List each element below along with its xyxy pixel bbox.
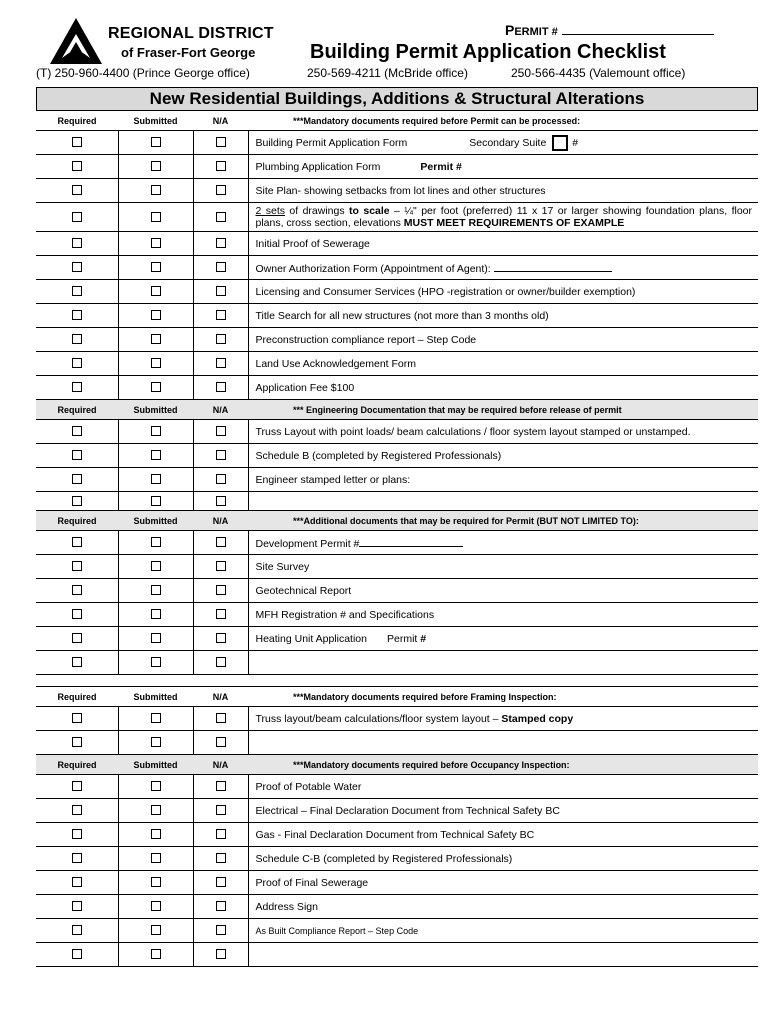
item-label: Geotechnical Report [248, 579, 758, 603]
heating-permit-label: Permit [387, 632, 421, 645]
checklist-row [36, 256, 758, 280]
document-title: Building Permit Application Checklist [310, 41, 666, 63]
item-label: Land Use Acknowledgement Form [248, 352, 758, 376]
na-checkbox[interactable] [216, 949, 226, 959]
required-checkbox[interactable] [72, 925, 82, 935]
col-required: Required [36, 400, 118, 420]
required-checkbox[interactable] [72, 737, 82, 747]
submitted-checkbox[interactable] [151, 925, 161, 935]
drawings-text: of drawings [285, 205, 350, 217]
checklist-row [36, 328, 758, 352]
section-header-framing [36, 687, 758, 707]
submitted-checkbox[interactable] [151, 609, 161, 619]
required-checkbox[interactable] [72, 238, 82, 248]
na-checkbox[interactable] [216, 877, 226, 887]
submitted-checkbox[interactable] [151, 358, 161, 368]
submitted-checkbox[interactable] [151, 185, 161, 195]
permit-number-line [505, 22, 714, 38]
section-note: ***Mandatory documents required before Framing Inspection: [248, 687, 758, 707]
required-checkbox[interactable] [72, 877, 82, 887]
na-checkbox[interactable] [216, 310, 226, 320]
checklist-row [36, 871, 758, 895]
submitted-checkbox[interactable] [151, 334, 161, 344]
submitted-checkbox[interactable] [151, 382, 161, 392]
required-checkbox[interactable] [72, 137, 82, 147]
item-label: Licensing and Consumer Services (HPO -registration or owner/builder exemption) [248, 280, 758, 304]
na-checkbox[interactable] [216, 561, 226, 571]
item-label: Address Sign [248, 895, 758, 919]
checklist-row-blank [36, 731, 758, 755]
col-submitted: Submitted [118, 111, 193, 131]
na-checkbox[interactable] [216, 609, 226, 619]
submitted-checkbox[interactable] [151, 853, 161, 863]
submitted-checkbox[interactable] [151, 949, 161, 959]
checklist-row-blank [36, 943, 758, 967]
required-checkbox[interactable] [72, 949, 82, 959]
col-submitted: Submitted [118, 755, 193, 775]
item-label: Electrical – Final Declaration Document from Technical Safety BC [248, 799, 758, 823]
submitted-checkbox[interactable] [151, 805, 161, 815]
item-description [248, 627, 758, 651]
item-label: Development Permit # [255, 537, 360, 550]
submitted-checkbox[interactable] [151, 713, 161, 723]
na-checkbox[interactable] [216, 737, 226, 747]
item-label: Proof of Potable Water [248, 775, 758, 799]
item-label: Schedule C-B (completed by Registered Professionals) [248, 847, 758, 871]
required-checkbox[interactable] [72, 286, 82, 296]
secondary-suite-label: Secondary Suite [469, 136, 547, 149]
na-checkbox[interactable] [216, 137, 226, 147]
required-checkbox[interactable] [72, 805, 82, 815]
col-submitted: Submitted [118, 400, 193, 420]
submitted-checkbox[interactable] [151, 310, 161, 320]
col-submitted: Submitted [118, 511, 193, 531]
na-checkbox[interactable] [216, 925, 226, 935]
item-description [248, 707, 758, 731]
blank-description[interactable] [248, 492, 758, 511]
na-checkbox[interactable] [216, 853, 226, 863]
checklist-row [36, 280, 758, 304]
checklist-row [36, 707, 758, 731]
checklist-row [36, 203, 758, 232]
item-label: Title Search for all new structures (not more than 3 months old) [248, 304, 758, 328]
drawings-requirement: MUST MEET REQUIREMENTS OF EXAMPLE [403, 217, 625, 229]
section-note: ***Mandatory documents required before Permit can be processed: [248, 111, 758, 131]
na-checkbox[interactable] [216, 450, 226, 460]
na-checkbox[interactable] [216, 262, 226, 272]
item-label: Truss layout/beam calculations/floor system layout – [255, 712, 502, 725]
item-label: Initial Proof of Sewerage [248, 232, 758, 256]
required-checkbox[interactable] [72, 474, 82, 484]
required-checkbox[interactable] [72, 537, 82, 547]
required-checkbox[interactable] [72, 450, 82, 460]
document-header [0, 0, 770, 84]
section-spacer [36, 675, 758, 687]
item-description [248, 203, 758, 232]
phone-valemount: 250-566-4435 (Valemount office) [511, 66, 686, 80]
na-checkbox[interactable] [216, 286, 226, 296]
item-label: Gas - Final Declaration Document from Technical Safety BC [248, 823, 758, 847]
checklist-row [36, 232, 758, 256]
na-checkbox[interactable] [216, 713, 226, 723]
item-label: Engineer stamped letter or plans: [248, 468, 758, 492]
item-label: Schedule B (completed by Registered Professionals) [248, 444, 758, 468]
required-checkbox[interactable] [72, 561, 82, 571]
phone-mcbride: 250-569-4211 (McBride office) [307, 66, 468, 80]
item-label: Truss Layout with point loads/ beam calculations / floor system layout stamped or unstamped. [248, 420, 758, 444]
na-checkbox[interactable] [216, 537, 226, 547]
checklist-row [36, 155, 758, 179]
na-checkbox[interactable] [216, 781, 226, 791]
item-description [248, 155, 758, 179]
na-checkbox[interactable] [216, 496, 226, 506]
checklist-row [36, 468, 758, 492]
required-checkbox[interactable] [72, 426, 82, 436]
checklist-row [36, 555, 758, 579]
drawings-detail: – ¼" per foot (preferred) 11 x 17 or larger showing foundation plans, floor plans, cross section, elevations [255, 205, 753, 229]
secondary-suite-hash: # [572, 136, 579, 149]
required-checkbox[interactable] [72, 853, 82, 863]
submitted-checkbox[interactable] [151, 877, 161, 887]
submitted-checkbox[interactable] [151, 633, 161, 643]
item-label: Building Permit Application Form [255, 136, 408, 149]
item-description [248, 531, 758, 555]
na-checkbox[interactable] [216, 901, 226, 911]
col-required: Required [36, 755, 118, 775]
required-checkbox[interactable] [72, 334, 82, 344]
blank-description[interactable] [248, 943, 758, 967]
submitted-checkbox[interactable] [151, 901, 161, 911]
checklist-row [36, 376, 758, 400]
required-checkbox[interactable] [72, 212, 82, 222]
item-label: Proof of Final Sewerage [248, 871, 758, 895]
required-checkbox[interactable] [72, 358, 82, 368]
checklist-row [36, 420, 758, 444]
item-label: Site Survey [248, 555, 758, 579]
checklist-row [36, 352, 758, 376]
required-checkbox[interactable] [72, 585, 82, 595]
permit-label-first: P [505, 22, 515, 38]
na-checkbox[interactable] [216, 334, 226, 344]
secondary-suite-checkbox[interactable] [552, 135, 568, 151]
submitted-checkbox[interactable] [151, 829, 161, 839]
na-checkbox[interactable] [216, 161, 226, 171]
item-description [248, 131, 758, 155]
section-header-mandatory-permit [36, 111, 758, 131]
required-checkbox[interactable] [72, 781, 82, 791]
drawings-scale: to scale [349, 205, 390, 217]
na-checkbox[interactable] [216, 358, 226, 368]
item-description [248, 256, 758, 280]
submitted-checkbox[interactable] [151, 561, 161, 571]
permit-hash-label: Permit # [420, 160, 462, 173]
checklist-row [36, 579, 758, 603]
item-label: Plumbing Application Form [255, 160, 381, 173]
submitted-checkbox[interactable] [151, 657, 161, 667]
section-note: ***Additional documents that may be required for Permit (BUT NOT LIMITED TO): [248, 511, 758, 531]
submitted-checkbox[interactable] [151, 286, 161, 296]
na-checkbox[interactable] [216, 212, 226, 222]
submitted-checkbox[interactable] [151, 137, 161, 147]
submitted-checkbox[interactable] [151, 161, 161, 171]
item-label: Site Plan- showing setbacks from lot lines and other structures [248, 179, 758, 203]
item-label: As Built Compliance Report – Step Code [248, 919, 758, 943]
submitted-checkbox[interactable] [151, 262, 161, 272]
required-checkbox[interactable] [72, 901, 82, 911]
checklist-row-blank [36, 651, 758, 675]
checklist-row [36, 775, 758, 799]
required-checkbox[interactable] [72, 633, 82, 643]
na-checkbox[interactable] [216, 585, 226, 595]
checklist-row [36, 847, 758, 871]
regional-district-logo [50, 18, 102, 64]
section-note: *** Engineering Documentation that may be required before release of permit [248, 400, 758, 420]
submitted-checkbox[interactable] [151, 496, 161, 506]
section-header-additional [36, 511, 758, 531]
submitted-checkbox[interactable] [151, 238, 161, 248]
checklist-row [36, 179, 758, 203]
checklist-row [36, 131, 758, 155]
required-checkbox[interactable] [72, 185, 82, 195]
permit-number-blank[interactable] [562, 22, 714, 35]
required-checkbox[interactable] [72, 161, 82, 171]
section-banner: New Residential Buildings, Additions & Structural Alterations [36, 87, 758, 111]
col-na: N/A [193, 687, 248, 707]
section-header-engineering [36, 400, 758, 420]
na-checkbox[interactable] [216, 474, 226, 484]
required-checkbox[interactable] [72, 496, 82, 506]
blank-description[interactable] [248, 651, 758, 675]
blank-description[interactable] [248, 731, 758, 755]
col-na: N/A [193, 400, 248, 420]
checklist-row-blank [36, 492, 758, 511]
submitted-checkbox[interactable] [151, 474, 161, 484]
na-checkbox[interactable] [216, 657, 226, 667]
dev-permit-blank[interactable] [359, 536, 463, 547]
org-name: REGIONAL DISTRICT [108, 25, 274, 42]
checklist-row [36, 895, 758, 919]
col-required: Required [36, 111, 118, 131]
item-label: MFH Registration # and Specifications [248, 603, 758, 627]
required-checkbox[interactable] [72, 657, 82, 667]
col-submitted: Submitted [118, 687, 193, 707]
required-checkbox[interactable] [72, 609, 82, 619]
checklist-row [36, 603, 758, 627]
required-checkbox[interactable] [72, 262, 82, 272]
col-na: N/A [193, 755, 248, 775]
submitted-checkbox[interactable] [151, 537, 161, 547]
section-header-occupancy [36, 755, 758, 775]
checklist-row [36, 823, 758, 847]
checklist-row [36, 919, 758, 943]
col-required: Required [36, 687, 118, 707]
required-checkbox[interactable] [72, 829, 82, 839]
required-checkbox[interactable] [72, 713, 82, 723]
heating-permit-hash: # [420, 632, 427, 645]
checklist-row [36, 304, 758, 328]
item-label: Heating Unit Application [255, 632, 367, 645]
item-label: Owner Authorization Form (Appointment of Agent): [255, 262, 491, 275]
submitted-checkbox[interactable] [151, 450, 161, 460]
na-checkbox[interactable] [216, 829, 226, 839]
required-checkbox[interactable] [72, 382, 82, 392]
na-checkbox[interactable] [216, 426, 226, 436]
submitted-checkbox[interactable] [151, 585, 161, 595]
permit-label-rest: ERMIT # [514, 26, 558, 38]
na-checkbox[interactable] [216, 238, 226, 248]
item-label: Preconstruction compliance report – Step Code [248, 328, 758, 352]
submitted-checkbox[interactable] [151, 426, 161, 436]
checklist-row [36, 627, 758, 651]
checklist-row [36, 444, 758, 468]
checklist-row [36, 799, 758, 823]
na-checkbox[interactable] [216, 185, 226, 195]
na-checkbox[interactable] [216, 633, 226, 643]
stamped-copy-label: Stamped copy [501, 712, 574, 725]
item-label: Application Fee $100 [248, 376, 758, 400]
drawings-sets: 2 sets [255, 205, 286, 217]
agent-name-blank[interactable] [494, 261, 612, 272]
na-checkbox[interactable] [216, 805, 226, 815]
checklist-table [36, 111, 758, 967]
required-checkbox[interactable] [72, 310, 82, 320]
submitted-checkbox[interactable] [151, 212, 161, 222]
col-na: N/A [193, 111, 248, 131]
org-subtitle: of Fraser-Fort George [121, 45, 256, 60]
col-na: N/A [193, 511, 248, 531]
phone-prince-george: (T) 250-960-4400 (Prince George office) [36, 66, 250, 80]
submitted-checkbox[interactable] [151, 737, 161, 747]
col-required: Required [36, 511, 118, 531]
checklist-row [36, 531, 758, 555]
section-note: ***Mandatory documents required before Occupancy Inspection: [248, 755, 758, 775]
submitted-checkbox[interactable] [151, 781, 161, 791]
na-checkbox[interactable] [216, 382, 226, 392]
